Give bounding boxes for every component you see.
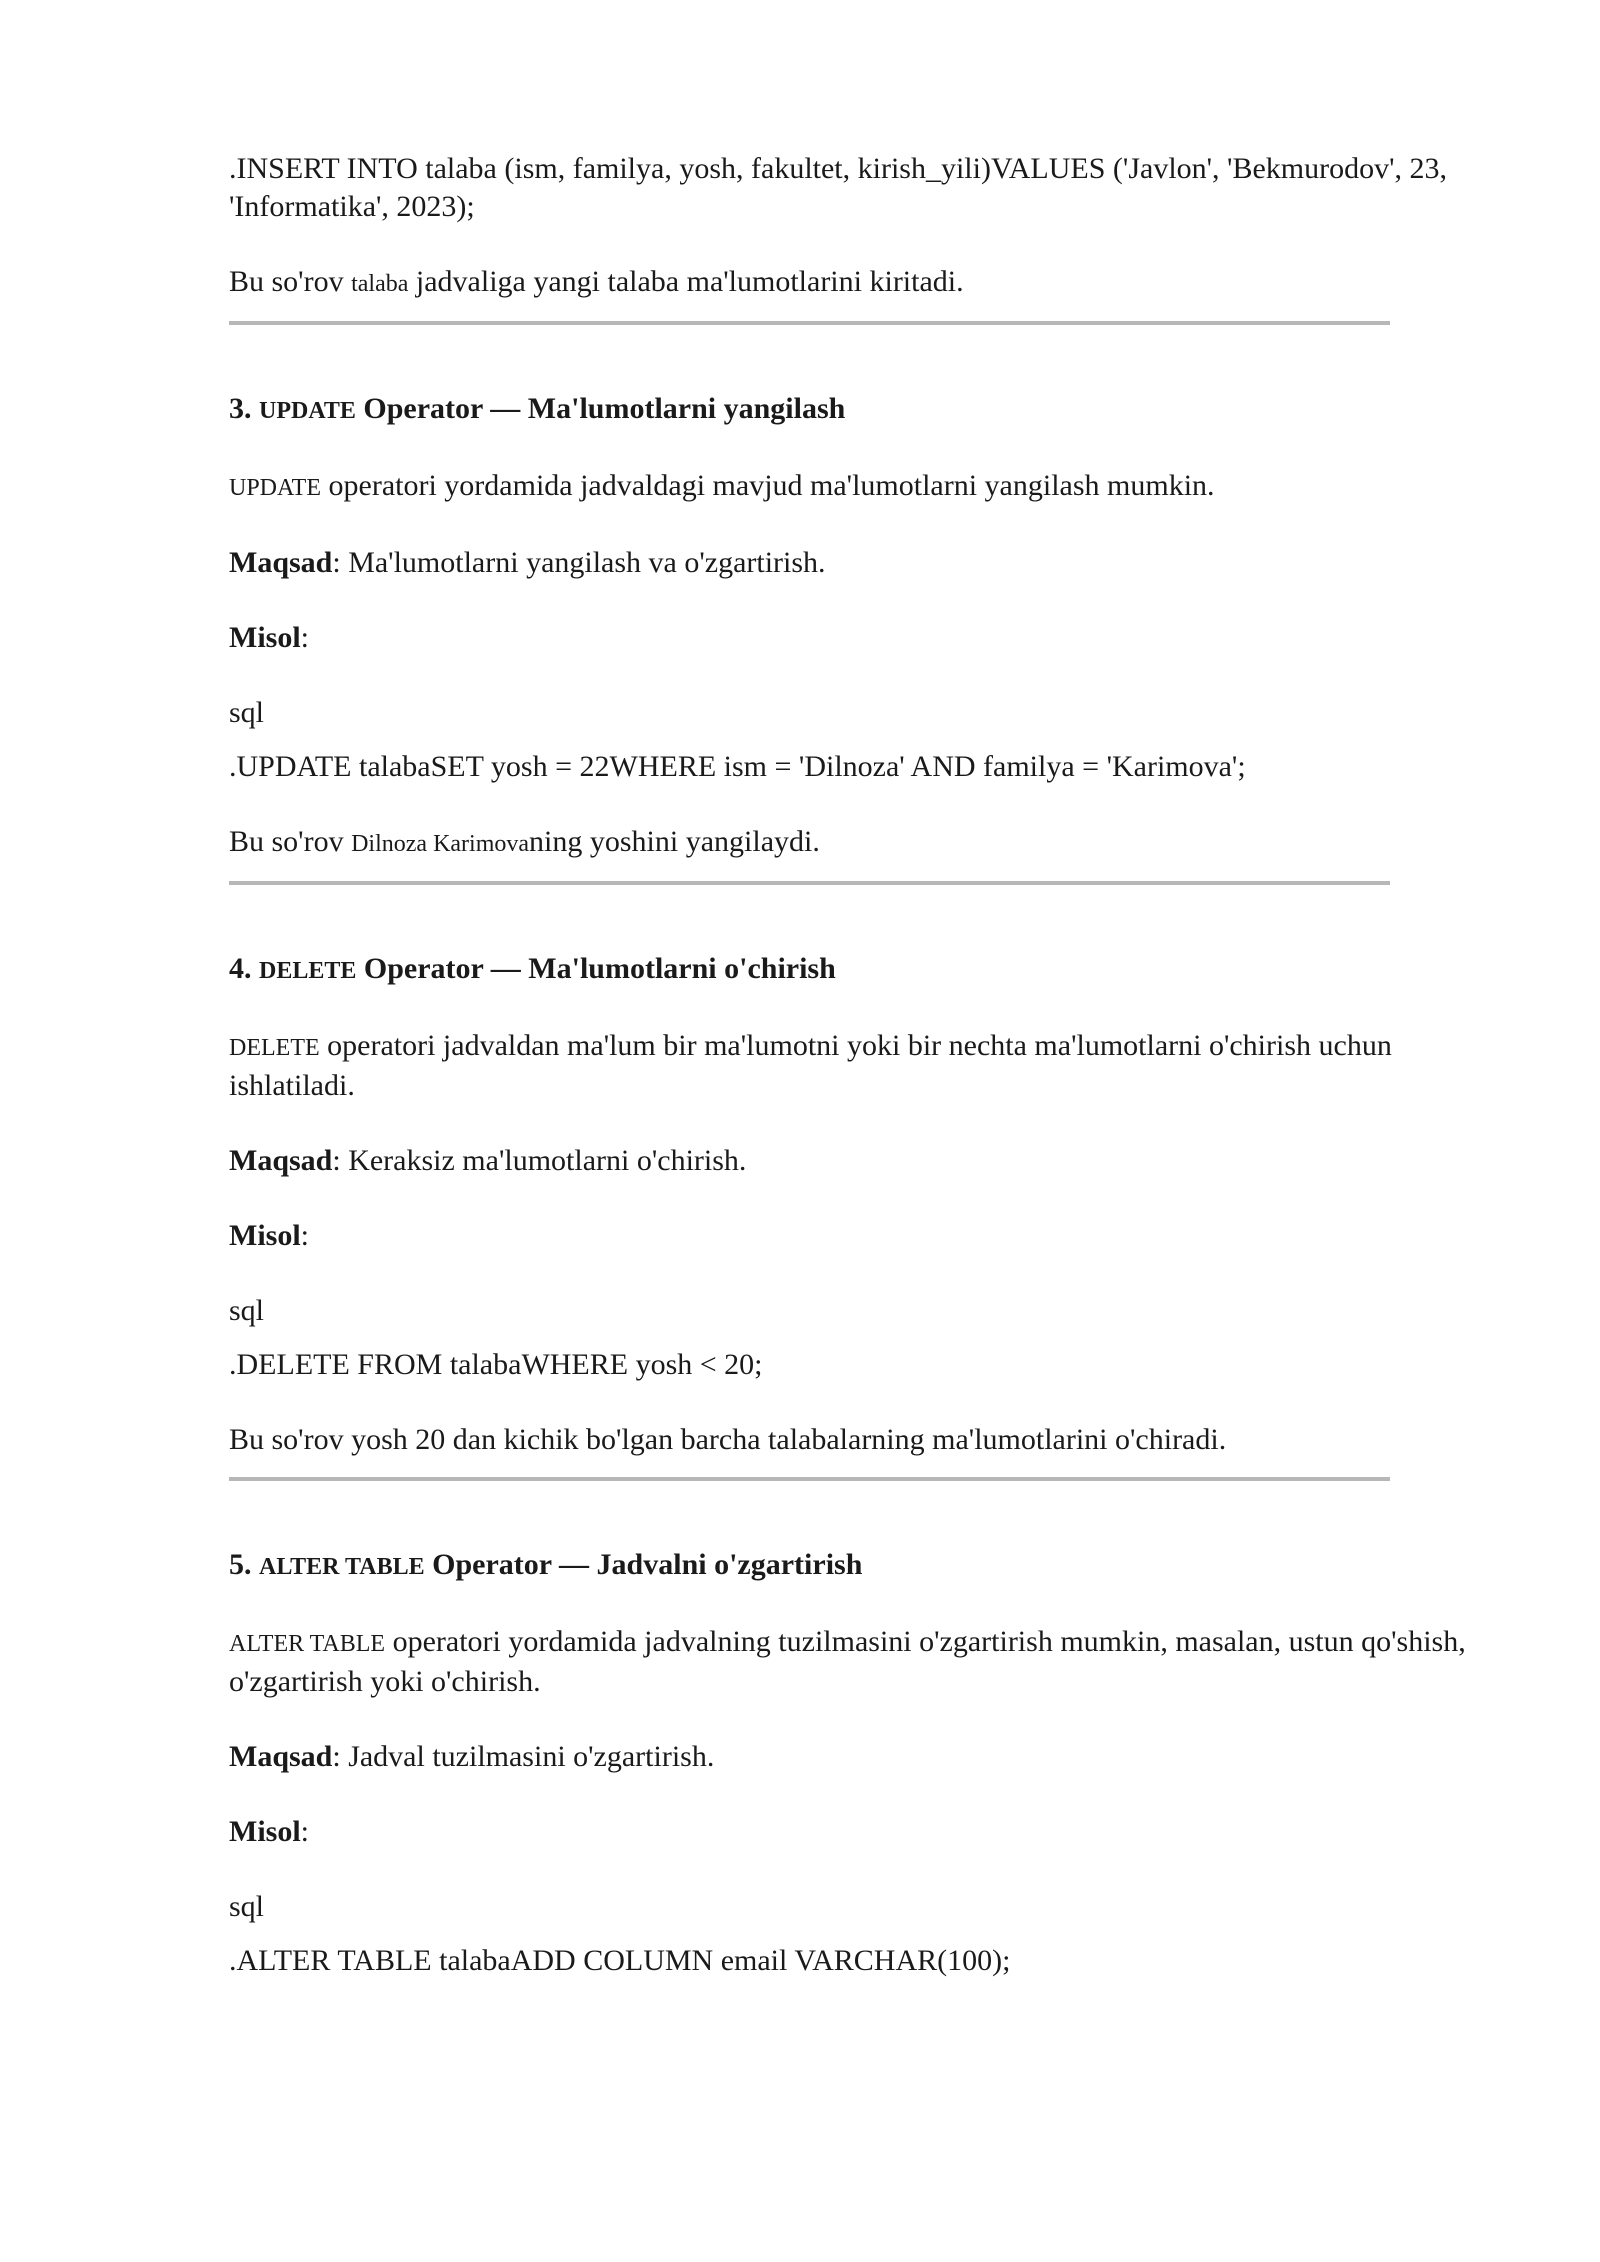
goal-line [229, 1738, 1489, 1776]
section-number: 4. [229, 952, 259, 985]
heading-keyword: DELETE [259, 958, 357, 984]
update-result-paragraph [229, 823, 1489, 863]
example-colon: : [300, 1815, 310, 1848]
code-language-label: sql [229, 1294, 265, 1327]
goal-text: : Keraksiz ma'lumotlarni o'chirish. [332, 1144, 747, 1177]
description-text: operatori yordamida jadvalning tuzilmasini o'zgartirish mumkin, masalan, ustun qo'shish, o'zgartirish yoki o'chirish. [229, 1625, 1466, 1698]
inline-code: Dilnoza Karimova [351, 831, 530, 857]
goal-label: Maqsad [229, 546, 333, 579]
description-keyword: ALTER TABLE [229, 1631, 386, 1657]
update-code-line: .UPDATE talabaSET yosh = 22WHERE ism = 'Dilnoza' AND familya = 'Karimova'; [229, 750, 1246, 783]
insert-result-paragraph [229, 263, 1489, 303]
section-number: 5. [229, 1548, 259, 1581]
section-description [229, 467, 1489, 507]
heading-title: Operator — Ma'lumotlarni o'chirish [356, 952, 836, 985]
example-label: Misol [229, 1815, 301, 1848]
example-label: Misol [229, 621, 301, 654]
document-page [229, 150, 1489, 2017]
section-heading-update [229, 390, 1489, 430]
goal-line [229, 544, 1489, 582]
example-line [229, 1217, 1489, 1255]
section-description [229, 1027, 1489, 1105]
result-prefix: Bu so'rov [229, 825, 352, 858]
description-text: operatori jadvaldan ma'lum bir ma'lumotni yoki bir nechta ma'lumotlarni o'chirish uchun ishlatiladi. [229, 1029, 1392, 1102]
result-prefix: Bu so'rov [229, 265, 352, 298]
example-label: Misol [229, 1219, 301, 1252]
section-description [229, 1623, 1489, 1701]
insert-code-line: .INSERT INTO talaba (ism, familya, yosh, fakultet, kirish_yili)VALUES ('Javlon', 'Bekmurodov', 23, 'Informatika', 2023); [229, 152, 1448, 223]
example-line [229, 619, 1489, 657]
heading-keyword: UPDATE [259, 398, 356, 424]
result-suffix: ning yoshini yangilaydi. [529, 825, 820, 858]
code-language-label: sql [229, 1890, 265, 1923]
delete-code-line: .DELETE FROM talabaWHERE yosh < 20; [229, 1348, 763, 1381]
section-number: 3. [229, 392, 259, 425]
example-colon: : [300, 1219, 310, 1252]
section-heading-delete [229, 950, 1489, 990]
example-line [229, 1813, 1489, 1851]
heading-title: Operator — Ma'lumotlarni yangilash [355, 392, 846, 425]
inline-code: talaba [351, 271, 409, 297]
heading-keyword: ALTER TABLE [259, 1554, 425, 1580]
goal-label: Maqsad [229, 1740, 333, 1773]
delete-result-paragraph: Bu so'rov yosh 20 dan kichik bo'lgan barcha talabalarning ma'lumotlarini o'chiradi. [229, 1423, 1227, 1456]
description-text: operatori yordamida jadvaldagi mavjud ma'lumotlarni yangilash mumkin. [321, 469, 1215, 502]
section-heading-alter-table [229, 1546, 1489, 1586]
goal-line [229, 1142, 1489, 1180]
example-colon: : [300, 621, 310, 654]
alter-table-code-line: .ALTER TABLE talabaADD COLUMN email VARCHAR(100); [229, 1944, 1011, 1977]
code-language-label: sql [229, 696, 265, 729]
result-suffix: jadvaliga yangi talaba ma'lumotlarini kiritadi. [408, 265, 964, 298]
goal-text: : Ma'lumotlarni yangilash va o'zgartirish. [332, 546, 826, 579]
description-keyword: UPDATE [229, 475, 322, 501]
heading-title: Operator — Jadvalni o'zgartirish [424, 1548, 863, 1581]
goal-label: Maqsad [229, 1144, 333, 1177]
description-keyword: DELETE [229, 1035, 320, 1061]
goal-text: : Jadval tuzilmasini o'zgartirish. [332, 1740, 715, 1773]
